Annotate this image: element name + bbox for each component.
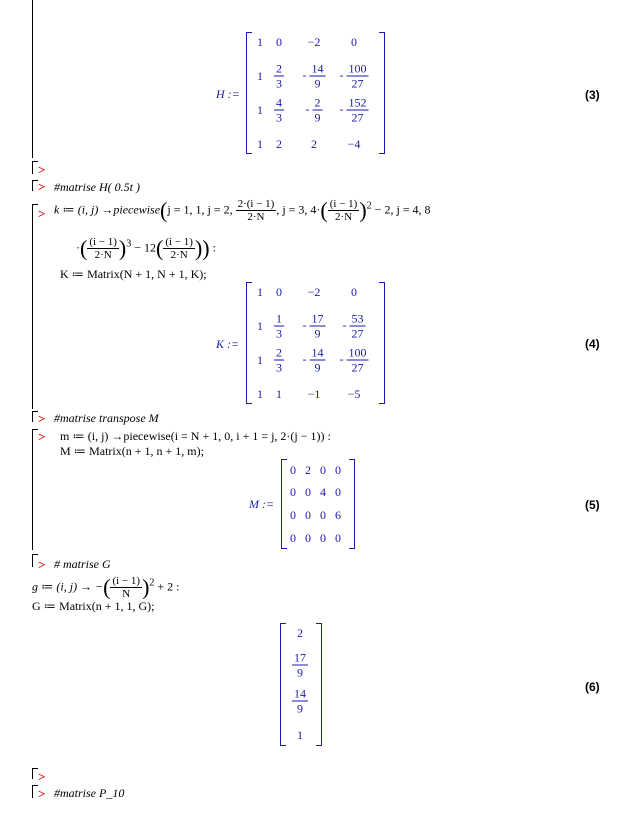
- matrix-k-cell: $\frac{1}{3}$: [276, 311, 282, 341]
- matrix-h-cell: 2: [276, 137, 282, 151]
- matrix-k: [246, 282, 385, 404]
- matrix-h-cell: - $\frac{100}{27}$: [339, 61, 367, 91]
- matrix-k-cell: 0: [276, 285, 282, 299]
- comment-h-05t[interactable]: #matrise H( 0.5t ): [54, 180, 140, 194]
- G-matrix-command[interactable]: G ≔ Matrix(n + 1, 1, G);: [32, 599, 155, 613]
- matrix-h-cell: 1: [257, 69, 263, 83]
- matrix-m-cell: 0: [290, 508, 296, 522]
- matrix-h-cell: 2: [311, 137, 317, 151]
- k-definition-line2[interactable]: ·( $\frac{(i - 1)}{2\cdot N}$ )$^3$ − 12( $\frac{(i - 1)}{2\cdot N}$ )) :: [76, 235, 216, 261]
- matrix-m-cell: 0: [305, 485, 311, 499]
- prompt-comment-2[interactable]: >: [38, 411, 46, 426]
- matrix-k-cell: −2: [307, 285, 321, 299]
- matrix-k-cell: 1: [257, 353, 263, 367]
- m-definition[interactable]: m ≔ (i, j) →piecewise(i = N + 1, 0, i + 1 = j, 2·(j − 1)) :: [60, 429, 331, 443]
- matrix-h-cell: −2: [307, 35, 321, 49]
- matrix-k-cell: 1: [257, 319, 263, 333]
- matrix-k-cell: 1: [257, 387, 263, 401]
- prompt-empty-2[interactable]: >: [38, 769, 46, 784]
- matrix-name-h: H :=: [216, 87, 240, 101]
- group-bracket-k: [32, 204, 38, 409]
- matrix-m-cell: 0: [290, 463, 296, 477]
- prompt-comment-1[interactable]: >: [38, 179, 46, 194]
- matrix-h-cell: $\frac{4}{3}$: [276, 95, 282, 125]
- prompt-empty-1[interactable]: >: [38, 162, 46, 177]
- comment-matrise-g[interactable]: # matrise G: [54, 557, 111, 571]
- equation-label-5: (5): [585, 498, 600, 512]
- group-bracket-m: [32, 429, 38, 550]
- matrix-k-cell: −5: [347, 387, 361, 401]
- prompt-m[interactable]: >: [38, 429, 46, 444]
- matrix-m-cell: 0: [320, 531, 326, 545]
- matrix-m-cell: 0: [305, 531, 311, 545]
- matrix-k-cell: 1: [276, 387, 282, 401]
- matrix-h-cell: 1: [257, 137, 263, 151]
- matrix-m-cell: 4: [320, 485, 326, 499]
- group-bracket-h: [32, 0, 33, 158]
- matrix-m-cell: 0: [335, 485, 341, 499]
- K-matrix-command[interactable]: K ≔ Matrix(N + 1, N + 1, K);: [60, 267, 207, 281]
- equation-label-3: (3): [585, 88, 600, 102]
- comment-transpose-m[interactable]: #matrise transpose M: [54, 411, 159, 425]
- matrix-m-cell: 0: [335, 463, 341, 477]
- matrix-k-cell: 0: [351, 285, 357, 299]
- matrix-h-cell: −4: [347, 137, 361, 151]
- matrix-m-cell: 0: [290, 485, 296, 499]
- matrix-g-cell: $\frac{14}{9}$: [294, 686, 306, 716]
- matrix-h-cell: 0: [351, 35, 357, 49]
- matrix-m-cell: 0: [290, 531, 296, 545]
- matrix-m-cell: 0: [320, 508, 326, 522]
- matrix-h-cell: - $\frac{2}{9}$: [305, 95, 321, 125]
- k-definition-line1[interactable]: k ≔ (i, j) →piecewise(j = 1, 1, j = 2, $\frac{2\cdot(i - 1)}{2\cdot N}$ , j = 3, 4·( $\frac{(i - 1)}{2\cdot N}$ )$^2$ − 2, j = 4, 8: [54, 197, 431, 223]
- M-matrix-command[interactable]: M ≔ Matrix(n + 1, n + 1, m);: [60, 444, 204, 458]
- matrix-name-k: K :=: [216, 337, 240, 351]
- matrix-k-cell: - $\frac{17}{9}$: [302, 311, 324, 341]
- matrix-h-cell: $\frac{2}{3}$: [276, 61, 282, 91]
- matrix-h-cell: 1: [257, 35, 263, 49]
- matrix-m-cell: 0: [335, 531, 341, 545]
- matrix-g-cell: $\frac{17}{9}$: [294, 650, 306, 680]
- matrix-k-cell: $\frac{2}{3}$: [276, 345, 282, 375]
- matrix-m-cell: 2: [305, 463, 311, 477]
- matrix-k-cell: 1: [257, 285, 263, 299]
- matrix-k-cell: - $\frac{100}{27}$: [339, 345, 367, 375]
- prompt-comment-4[interactable]: >: [38, 786, 46, 801]
- matrix-h-cell: 1: [257, 103, 263, 117]
- comment-matrise-p10[interactable]: #matrise P_10: [54, 786, 125, 800]
- prompt-comment-3[interactable]: >: [38, 557, 46, 572]
- equation-label-6: (6): [585, 680, 600, 694]
- matrix-h-cell: - $\frac{14}{9}$: [302, 61, 324, 91]
- matrix-g-cell: 1: [297, 728, 303, 742]
- matrix-k-cell: −1: [307, 387, 321, 401]
- matrix-h: [246, 32, 385, 154]
- matrix-h-cell: 0: [276, 35, 282, 49]
- g-definition[interactable]: g ≔ (i, j) → −( $\frac{(i - 1)}{N}$ )$^2$ + 2 :: [32, 574, 180, 600]
- matrix-name-m: M :=: [249, 497, 275, 511]
- prompt-k[interactable]: >: [38, 206, 46, 221]
- matrix-g-cell: 2: [297, 626, 303, 640]
- matrix-h-cell: - $\frac{152}{27}$: [339, 95, 367, 125]
- matrix-m-cell: 6: [335, 508, 341, 522]
- matrix-m-cell: 0: [320, 463, 326, 477]
- matrix-k-cell: - $\frac{53}{27}$: [342, 311, 364, 341]
- matrix-m-cell: 0: [305, 508, 311, 522]
- equation-label-4: (4): [585, 337, 600, 351]
- matrix-k-cell: - $\frac{14}{9}$: [302, 345, 324, 375]
